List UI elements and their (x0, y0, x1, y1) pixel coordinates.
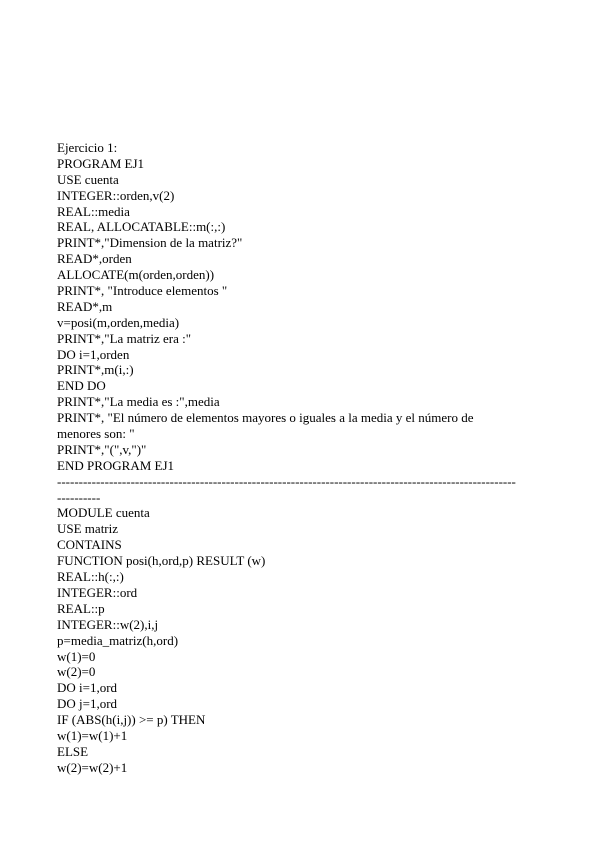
text-line: REAL::media (57, 203, 130, 219)
text-line: END DO (57, 378, 106, 394)
text-line: PRINT*,"La matriz era :" (57, 330, 192, 346)
text-line: DO i=1,ord (57, 680, 118, 696)
separator-line: ---------- (57, 489, 101, 505)
text-line: REAL::h(:,:) (57, 569, 124, 585)
text-line: PRINT*,"(",v,")" (57, 441, 147, 457)
text-line: INTEGER::w(2),i,j (57, 616, 159, 632)
text-line: ALLOCATE(m(orden,orden)) (57, 267, 215, 283)
text-line: INTEGER::orden,v(2) (57, 187, 175, 203)
code-listing (57, 140, 547, 776)
text-line: PRINT*,"Dimension de la matriz?" (57, 235, 243, 251)
text-line: READ*,m (57, 298, 113, 314)
text-line: REAL, ALLOCATABLE::m(:,:) (57, 219, 226, 235)
text-line: w(2)=w(2)+1 (57, 759, 128, 775)
text-line: DO j=1,ord (57, 696, 118, 712)
text-line: Ejercicio 1: (57, 140, 118, 155)
text-line: INTEGER::ord (57, 584, 138, 600)
text-line: w(1)=w(1)+1 (57, 727, 128, 743)
text-line: PRINT*, "El número de elementos mayores o iguales a la media y el número de (57, 410, 474, 426)
text-line: PROGRAM EJ1 (57, 155, 145, 171)
text-line: REAL::p (57, 600, 105, 616)
text-line: USE cuenta (57, 171, 119, 187)
separator-line: ---------------------------------------------------------------------------------------------------------- (57, 473, 516, 489)
text-line: PRINT*,"La media es :",media (57, 394, 220, 410)
text-line: w(1)=0 (57, 648, 96, 664)
text-line: IF (ABS(h(i,j)) >= p) THEN (57, 712, 206, 728)
text-line: FUNCTION posi(h,ord,p) RESULT (w) (57, 553, 266, 569)
text-line: ELSE (57, 743, 89, 759)
text-line: w(2)=0 (57, 664, 96, 680)
text-line: CONTAINS (57, 537, 122, 553)
text-line: v=posi(m,orden,media) (57, 314, 180, 330)
text-line: PRINT*,m(i,:) (57, 362, 134, 378)
text-line: READ*,orden (57, 251, 132, 267)
text-line: PRINT*, "Introduce elementos " (57, 283, 228, 299)
text-line: USE matriz (57, 521, 119, 537)
text-line: DO i=1,orden (57, 346, 130, 362)
text-line: MODULE cuenta (57, 505, 150, 521)
text-line: END PROGRAM EJ1 (57, 457, 175, 473)
text-line: p=media_matriz(h,ord) (57, 632, 179, 648)
text-line: menores son: " (57, 426, 135, 442)
